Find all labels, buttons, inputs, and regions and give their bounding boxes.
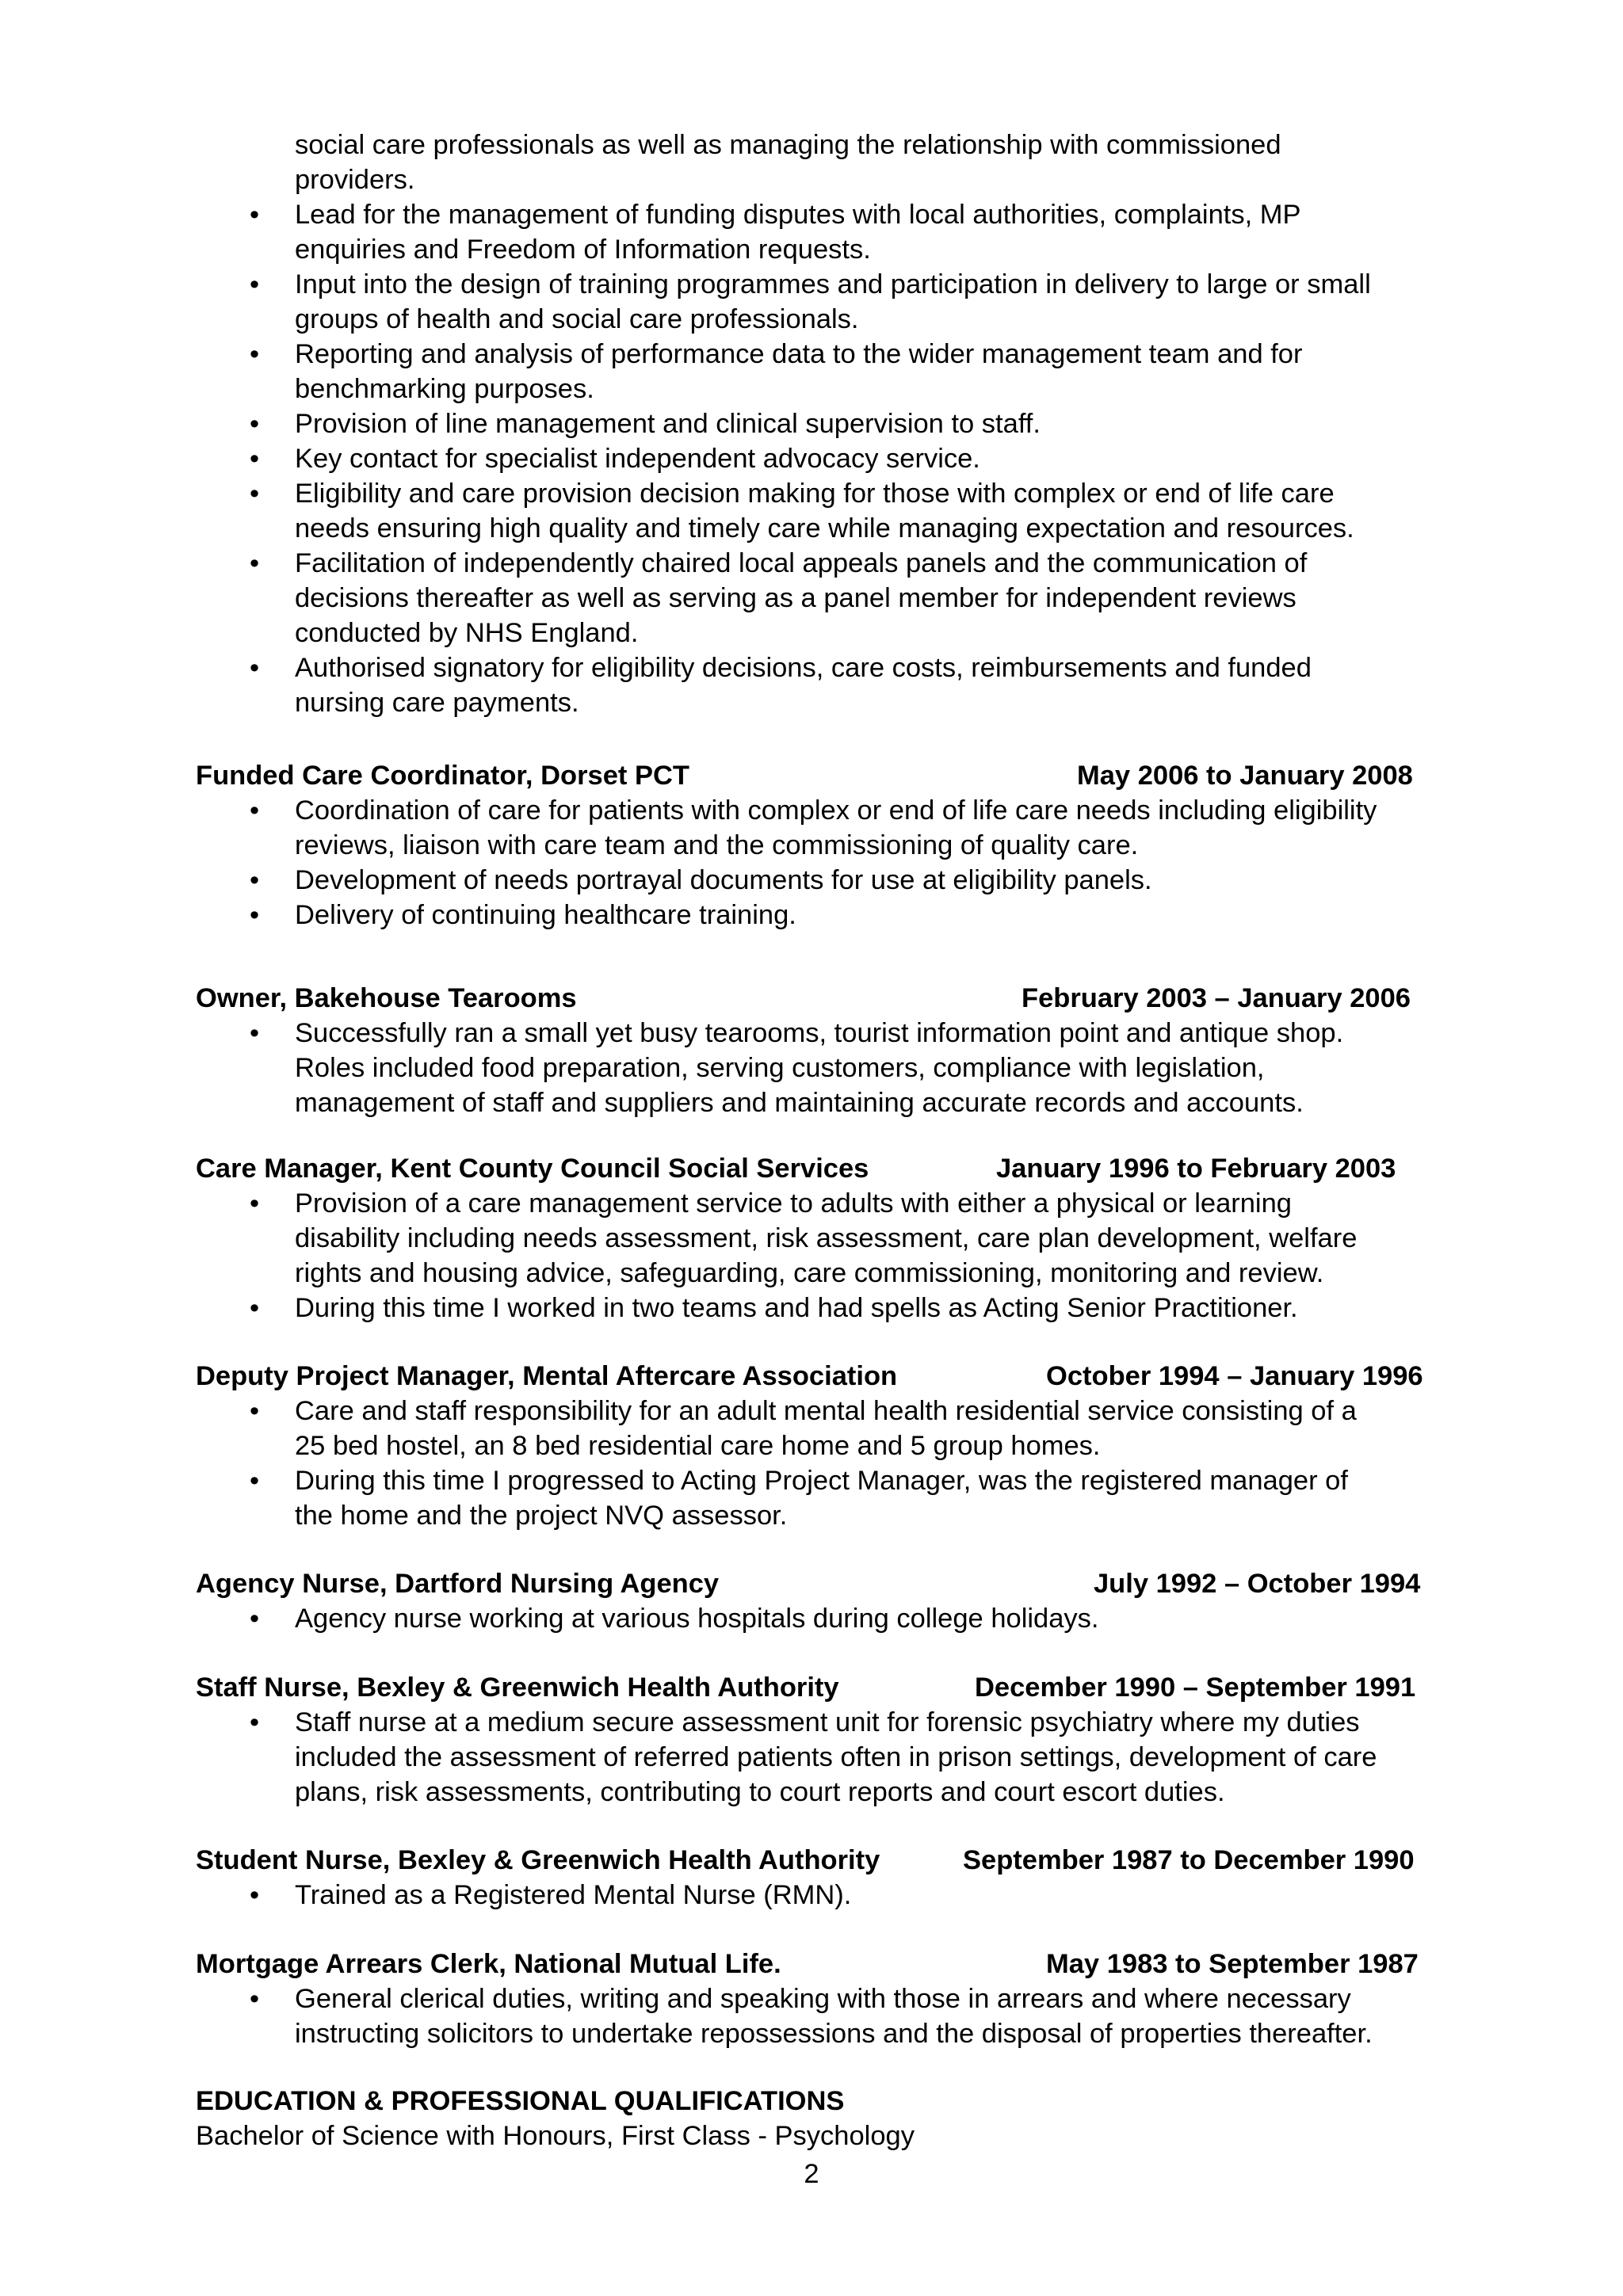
list-item [196, 267, 1480, 337]
list-item-line: • Development of needs portrayal documents for use at eligibility panels. [295, 865, 1152, 895]
job-dates: January 1996 to February 2003 [996, 1154, 1396, 1184]
list-item [196, 546, 1480, 650]
job-entry [196, 981, 1480, 1120]
list-item-line: disability including needs assessment, risk assessment, care plan development, welfare [295, 1223, 1358, 1253]
list-item [196, 441, 1480, 476]
list-item-line: • Facilitation of independently chaired local appeals panels and the communication of [295, 548, 1308, 578]
list-item-line: reviews, liaison with care team and the commissioning of quality care. [295, 830, 1139, 860]
job-duties [196, 1394, 1480, 1533]
list-item [196, 406, 1480, 441]
list-item-line: 25 bed hostel, an 8 bed residential care home and 5 group homes. [295, 1431, 1101, 1461]
education-heading: EDUCATION & PROFESSIONAL QUALIFICATIONS [196, 2086, 845, 2116]
job-header [196, 1566, 1480, 1601]
job-dates: September 1987 to December 1990 [963, 1845, 1415, 1875]
list-item-line: • Reporting and analysis of performance data to the wider management team and for [295, 339, 1303, 369]
job-title: Deputy Project Manager, Mental Aftercare Association [196, 1361, 898, 1391]
list-item-line: • Key contact for specialist independent advocacy service. [295, 444, 980, 474]
list-item-line: • During this time I progressed to Acting Project Manager, was the registered manager of [295, 1466, 1348, 1496]
list-item-line: • Agency nurse working at various hospitals during college holidays. [295, 1604, 1099, 1634]
job-header [196, 1151, 1480, 1186]
job-duties [196, 1878, 1480, 1913]
job-dates: October 1994 – January 1996 [1046, 1361, 1423, 1391]
list-item-line: • Eligibility and care provision decision making for those with complex or end of life care [295, 479, 1335, 509]
list-item-line: the home and the project NVQ assessor. [295, 1501, 788, 1531]
list-item-line: conducted by NHS England. [295, 618, 639, 648]
degree-line: Bachelor of Science with Honours, First Class - Psychology [196, 2121, 915, 2151]
list-item-line: groups of health and social care professionals. [295, 304, 859, 334]
job-title: Funded Care Coordinator, Dorset PCT [196, 761, 689, 791]
job-entry [196, 758, 1480, 933]
job-dates: July 1992 – October 1994 [1094, 1569, 1421, 1599]
list-item [196, 476, 1480, 546]
list-item [196, 863, 1480, 898]
list-item [196, 1705, 1480, 1810]
continuation-line: providers. [295, 165, 415, 195]
list-item-line: • Provision of line management and clinical supervision to staff. [295, 409, 1041, 439]
list-item-line: • Successfully ran a small yet busy tearooms, tourist information point and antique shop. [295, 1018, 1344, 1048]
list-item [196, 1016, 1480, 1120]
list-item-line: • Lead for the management of funding disputes with local authorities, complaints, MP [295, 200, 1301, 230]
list-item-line: benchmarking purposes. [295, 374, 594, 404]
job-title: Care Manager, Kent County Council Social Services [196, 1154, 869, 1184]
list-item [196, 793, 1480, 863]
page-number: 2 [804, 2159, 819, 2189]
list-item [196, 650, 1480, 720]
list-item [196, 1981, 1480, 2051]
list-item [196, 197, 1480, 267]
list-item-line: enquiries and Freedom of Information requests. [295, 235, 871, 265]
job-dates: May 2006 to January 2008 [1077, 761, 1413, 791]
list-item-line: plans, risk assessments, contributing to court reports and court escort duties. [295, 1777, 1225, 1807]
job-title: Staff Nurse, Bexley & Greenwich Health Authority [196, 1672, 839, 1703]
job-duties [196, 793, 1480, 933]
job-entry [196, 1670, 1480, 1810]
list-item-line: needs ensuring high quality and timely care while managing expectation and resources. [295, 513, 1354, 543]
job-dates: December 1990 – September 1991 [975, 1672, 1416, 1703]
job-entry [196, 1359, 1480, 1533]
list-item [196, 1463, 1480, 1533]
job-duties [196, 1981, 1480, 2051]
job-entry [196, 1947, 1480, 2051]
list-item-line: Roles included food preparation, serving customers, compliance with legislation, [295, 1053, 1265, 1083]
list-item-line: instructing solicitors to undertake repossessions and the disposal of properties thereafter. [295, 2019, 1373, 2049]
job-title: Agency Nurse, Dartford Nursing Agency [196, 1569, 720, 1599]
list-item-line: • Coordination of care for patients with complex or end of life care needs including eligibility [295, 795, 1377, 826]
job-header [196, 1947, 1480, 1981]
list-item-line: rights and housing advice, safeguarding, care commissioning, monitoring and review. [295, 1258, 1324, 1288]
job-duties [196, 1016, 1480, 1120]
list-item-line: • General clerical duties, writing and speaking with those in arrears and where necessary [295, 1984, 1351, 2014]
list-item-line: • Input into the design of training programmes and participation in delivery to large or small [295, 269, 1371, 299]
list-item-line: • Authorised signatory for eligibility decisions, care costs, reimbursements and funded [295, 653, 1312, 683]
job-entry [196, 1151, 1480, 1325]
list-item-line: decisions thereafter as well as serving as a panel member for independent reviews [295, 583, 1296, 613]
list-item [196, 1291, 1480, 1325]
previous-role-continuation [196, 128, 1480, 720]
list-item [196, 1878, 1480, 1913]
job-duties [196, 1705, 1480, 1810]
list-item-line: • Delivery of continuing healthcare training. [295, 900, 796, 930]
list-item-line: • Provision of a care management service to adults with either a physical or learning [295, 1188, 1292, 1219]
list-item-line: • During this time I worked in two teams and had spells as Acting Senior Practitioner. [295, 1293, 1298, 1323]
job-title: Owner, Bakehouse Tearooms [196, 983, 577, 1013]
list-item [196, 898, 1480, 933]
job-duties [196, 1186, 1480, 1325]
responsibility-list [196, 197, 1480, 720]
list-item-line: included the assessment of referred patients often in prison settings, development of care [295, 1742, 1377, 1772]
job-dates: May 1983 to September 1987 [1046, 1949, 1419, 1979]
job-header [196, 1670, 1480, 1705]
list-item-line: • Care and staff responsibility for an adult mental health residential service consisting of a [295, 1396, 1357, 1426]
continuation-line: social care professionals as well as managing the relationship with commissioned [295, 130, 1281, 160]
job-duties [196, 1601, 1480, 1636]
job-header [196, 1843, 1480, 1878]
list-item-line: • Staff nurse at a medium secure assessment unit for forensic psychiatry where my duties [295, 1707, 1360, 1737]
job-entry [196, 1566, 1480, 1636]
job-title: Mortgage Arrears Clerk, National Mutual Life. [196, 1949, 781, 1979]
list-item-line: • Trained as a Registered Mental Nurse (RMN). [295, 1880, 852, 1910]
job-entry [196, 1843, 1480, 1913]
job-header [196, 1359, 1480, 1394]
job-header [196, 758, 1480, 793]
list-item-line: nursing care payments. [295, 688, 579, 718]
list-item [196, 1601, 1480, 1636]
list-item-line: management of staff and suppliers and maintaining accurate records and accounts. [295, 1088, 1304, 1118]
list-item [196, 1186, 1480, 1291]
list-item [196, 337, 1480, 406]
list-item [196, 1394, 1480, 1463]
job-header [196, 981, 1480, 1016]
job-dates: February 2003 – January 2006 [1022, 983, 1411, 1013]
job-title: Student Nurse, Bexley & Greenwich Health Authority [196, 1845, 880, 1875]
